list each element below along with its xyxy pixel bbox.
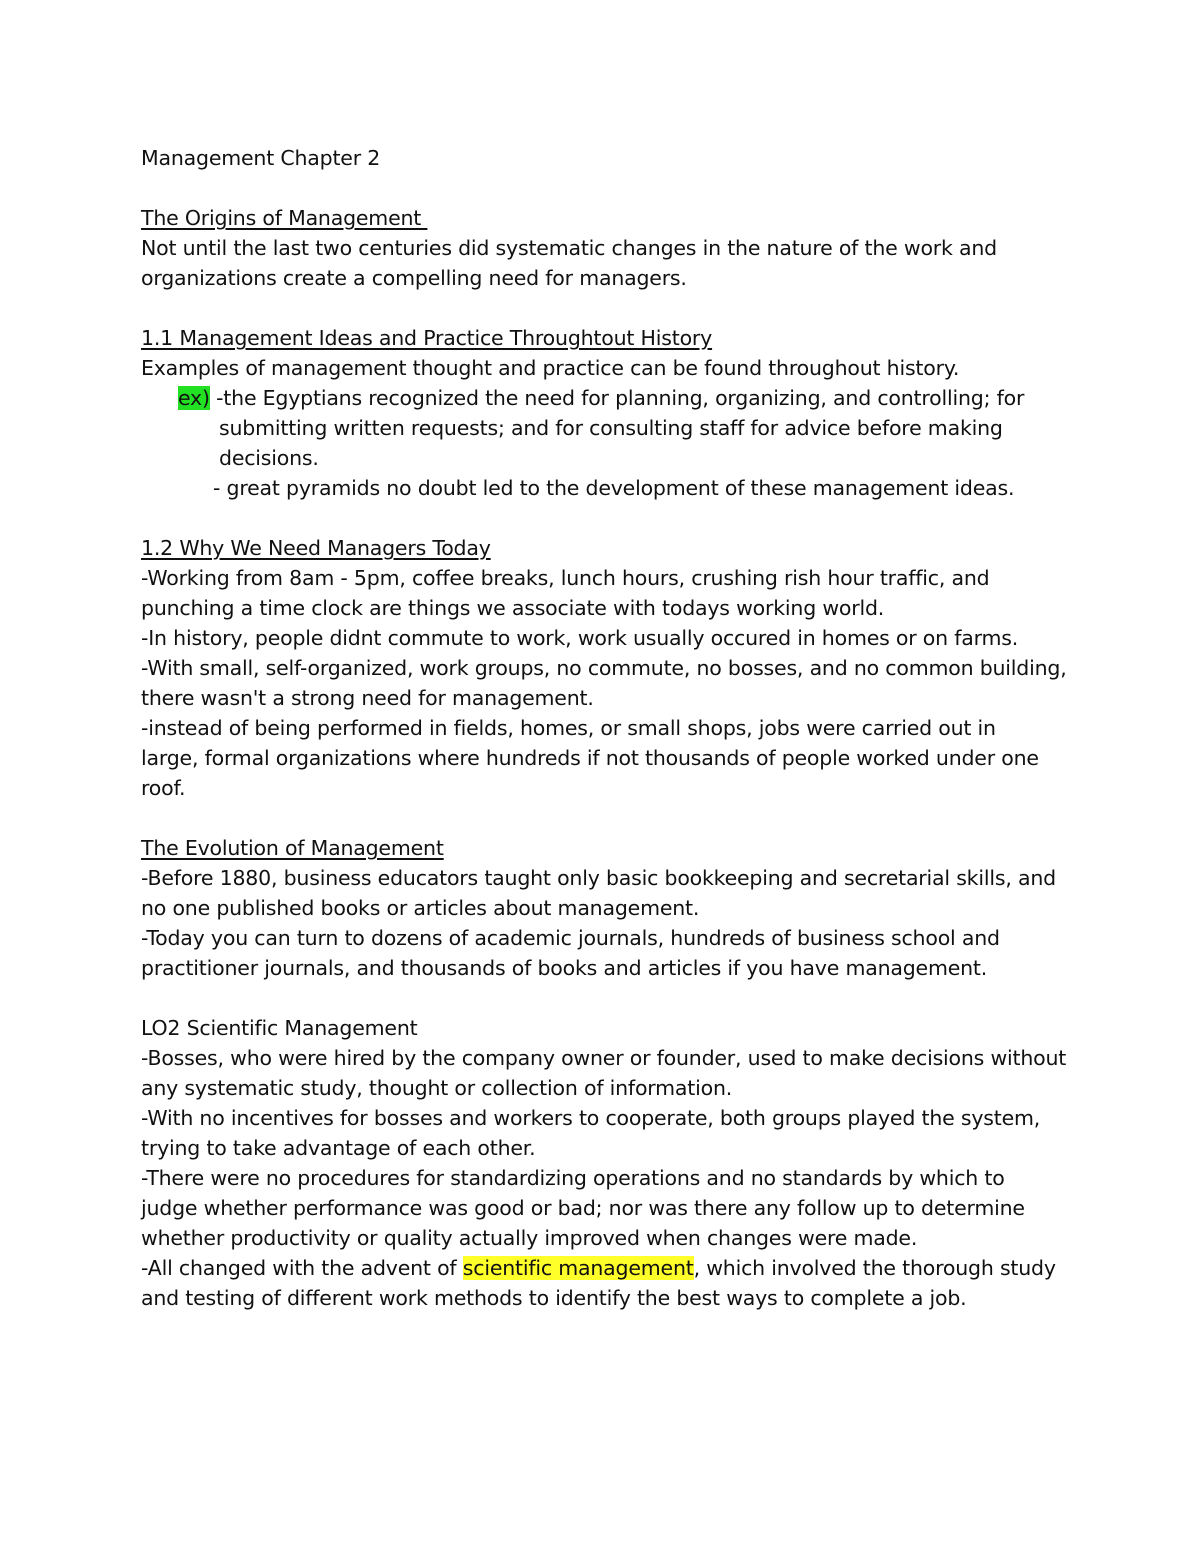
paragraph-line: there wasn't a strong need for management.: [141, 686, 594, 710]
paragraph-line: large, formal organizations where hundreds if not thousands of people worked under one: [141, 746, 1039, 770]
paragraph-line: -Today you can turn to dozens of academic journals, hundreds of business school and: [141, 926, 1000, 950]
paragraph-line: -There were no procedures for standardizing operations and no standards by which to: [141, 1166, 1005, 1190]
paragraph-line: no one published books or articles about management.: [141, 896, 700, 920]
spacer: [141, 293, 1071, 323]
paragraph-line: -Before 1880, business educators taught only basic bookkeeping and secretarial skills, and: [141, 866, 1056, 890]
paragraph-line: roof.: [141, 776, 186, 800]
paragraph-line: organizations create a compelling need for managers.: [141, 266, 687, 290]
spacer: [141, 803, 1071, 833]
example-marker-highlight: ex): [178, 386, 210, 410]
paragraph-line: and testing of different work methods to identify the best ways to complete a job.: [141, 1286, 967, 1310]
section-heading-origins: The Origins of Management: [141, 206, 428, 230]
paragraph-line: -Working from 8am - 5pm, coffee breaks, lunch hours, crushing rish hour traffic, and: [141, 566, 990, 590]
paragraph-line: -instead of being performed in fields, homes, or small shops, jobs were carried out in: [141, 716, 996, 740]
paragraph-line: Examples of management thought and practice can be found throughout history.: [141, 356, 960, 380]
paragraph-line: Not until the last two centuries did systematic changes in the nature of the work and: [141, 236, 997, 260]
scientific-management-highlight: scientific management: [462, 1256, 694, 1280]
spacer: [141, 173, 1071, 203]
paragraph-line: -In history, people didnt commute to work, work usually occured in homes or on farms.: [141, 626, 1019, 650]
highlighted-line-before: -All changed with the advent of: [141, 1256, 463, 1280]
paragraph-line: -With small, self-organized, work groups, no commute, no bosses, and no common building,: [141, 656, 1067, 680]
section-heading-scientific: LO2 Scientific Management: [141, 1016, 418, 1040]
example-line: [141, 383, 1071, 413]
example-line: decisions.: [219, 446, 319, 470]
highlighted-line-after: , which involved the thorough study: [693, 1256, 1056, 1280]
paragraph-line: -With no incentives for bosses and workers to cooperate, both groups played the system,: [141, 1106, 1041, 1130]
paragraph-line: trying to take advantage of each other.: [141, 1136, 536, 1160]
spacer: [141, 503, 1071, 533]
paragraph-line: practitioner journals, and thousands of books and articles if you have management.: [141, 956, 988, 980]
highlighted-line: [141, 1253, 1071, 1283]
paragraph-line: punching a time clock are things we associate with todays working world.: [141, 596, 885, 620]
example-line: submitting written requests; and for consulting staff for advice before making: [219, 416, 1003, 440]
paragraph-line: whether productivity or quality actually improved when changes were made.: [141, 1226, 918, 1250]
section-heading-evolution: The Evolution of Management: [141, 836, 444, 860]
spacer: [141, 983, 1071, 1013]
section-heading-managers-today: 1.2 Why We Need Managers Today: [141, 536, 491, 560]
example-text: -the Egyptians recognized the need for planning, organizing, and controlling; for: [209, 386, 1025, 410]
paragraph-line: -Bosses, who were hired by the company owner or founder, used to make decisions without: [141, 1046, 1067, 1070]
section-heading-history: 1.1 Management Ideas and Practice Throughtout History: [141, 326, 713, 350]
paragraph-line: any systematic study, thought or collection of information.: [141, 1076, 733, 1100]
paragraph-line: judge whether performance was good or bad; nor was there any follow up to determine: [141, 1196, 1025, 1220]
example-line: - great pyramids no doubt led to the development of these management ideas.: [213, 476, 1015, 500]
document-title: Management Chapter 2: [141, 146, 381, 170]
document-body: [141, 143, 1071, 1313]
